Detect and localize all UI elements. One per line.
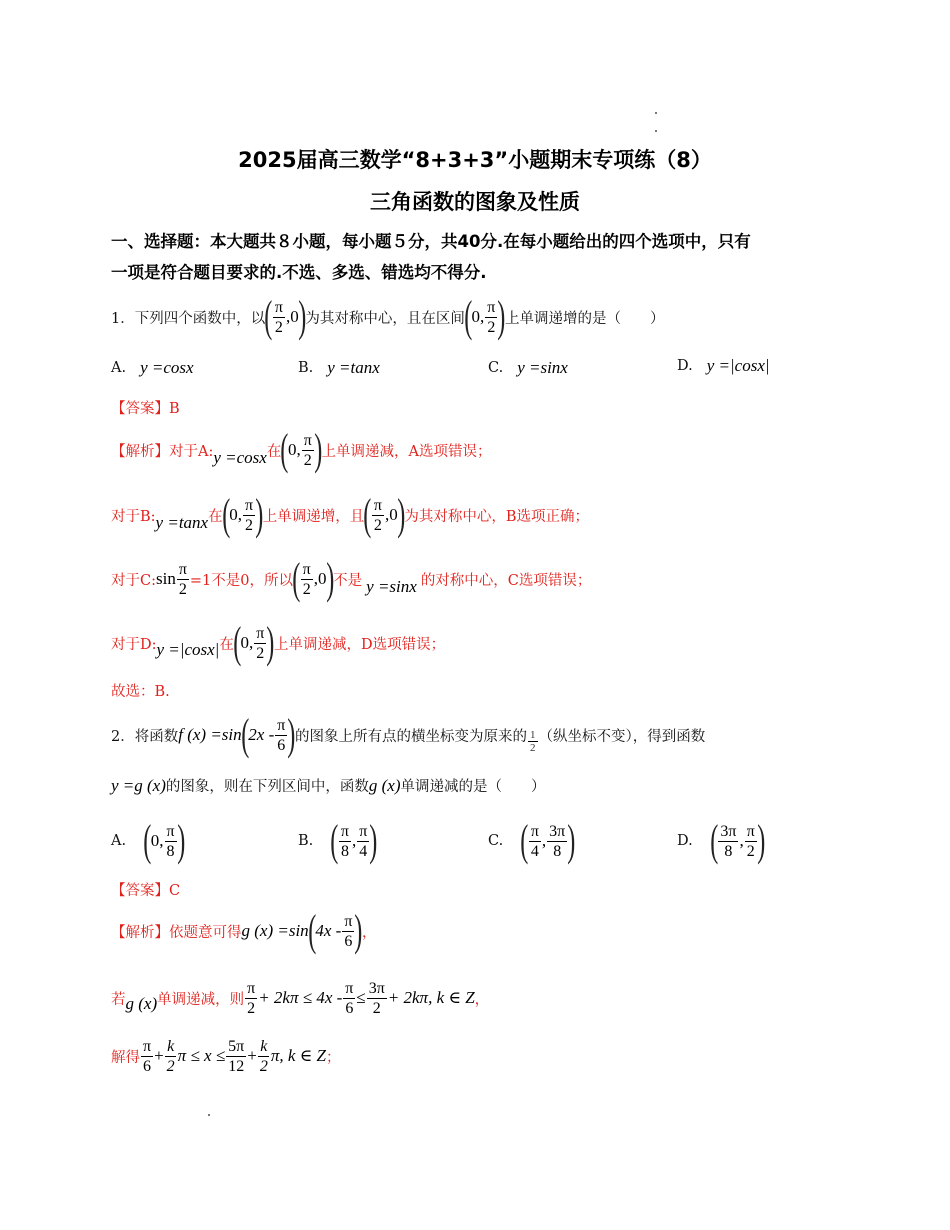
left-paren: ( xyxy=(464,292,473,341)
question-2: 2．将函数 f (x) =sin ( 2x - $\frac{\pi}{6}$ ) 的图象上所有点的横坐标变为原来的 $\frac{1}{2}$ （纵坐标不变），得到函数 xyxy=(111,710,706,759)
left-paren: ( xyxy=(292,554,301,603)
q1-analysis-d: 对于D: y =|cosx| 在 ( 0, $\frac{\pi}{2}$ ) 上单调递减，D选项错误； xyxy=(111,618,446,667)
q2-option-b: B. ( $\frac{\pi}{8}$ , $\frac{\pi}{4}$ ) xyxy=(298,816,378,865)
left-paren: ( xyxy=(264,292,273,341)
fraction: $\frac{5\pi}{12}$ xyxy=(228,1037,245,1075)
fraction: $\frac{\pi}{6}$ xyxy=(143,1037,152,1075)
fraction: $\frac{1}{2}$ xyxy=(530,728,536,754)
q2-option-c: C. ( $\frac{\pi}{4}$ , $\frac{3\pi}{8}$ ) xyxy=(488,816,576,865)
scan-speck xyxy=(655,130,657,132)
q2-answer: 【答案】C xyxy=(111,883,181,899)
right-paren: ) xyxy=(497,292,506,341)
fraction: $\frac{\pi}{2}$ xyxy=(274,298,283,336)
fraction: $\frac{\pi}{2}$ xyxy=(303,431,312,469)
math: 0, xyxy=(471,307,485,326)
fraction: $\frac{\pi}{8}$ xyxy=(340,822,349,860)
q1-suffix: 上单调递增的是（ ） xyxy=(505,310,665,327)
right-paren: ) xyxy=(298,292,307,341)
left-paren: ( xyxy=(233,618,242,667)
fraction: $\frac{\pi}{2}$ xyxy=(256,624,265,662)
right-paren: ) xyxy=(266,618,275,667)
fraction: $\frac{\pi}{2}$ xyxy=(245,496,254,534)
q1-analysis-b: 对于B: y =tanx 在 ( 0, $\frac{\pi}{2}$ ) 上单调递增，且 ( $\frac{\pi}{2}$ ,0 ) 为其对称中心，B选项正确； xyxy=(111,490,590,539)
scan-speck xyxy=(655,112,657,114)
question-2-line2: y =g (x) 的图象，则在下列区间中，函数 g (x) 单调递减的是（ ） xyxy=(111,775,546,795)
q1-conclusion: 故选：B. xyxy=(111,684,170,700)
fraction: $\frac{\pi}{2}$ xyxy=(373,496,382,534)
fraction: $\frac{\pi}{2}$ xyxy=(302,560,311,598)
page-title: 2025届高三数学“8+3+3”小题期末专项练（8） xyxy=(238,148,712,172)
right-paren: ) xyxy=(287,710,296,759)
fraction: $\frac{\pi}{2}$ xyxy=(178,560,187,598)
fraction: $\frac{3\pi}{2}$ xyxy=(368,979,385,1017)
fraction: $\frac{\pi}{6}$ xyxy=(344,912,353,950)
q2-analysis-c: 解得 $\frac{\pi}{6}$ + $\frac{k}{2}$ π ≤ x ≤ $\frac{5\pi}{12}$ + $\frac{k}{2}$ π, k ∈ Z ； xyxy=(111,1037,341,1075)
question-1 xyxy=(111,294,665,340)
fraction: $\frac{3\pi}{8}$ xyxy=(720,822,737,860)
fraction: $\frac{k}{2}$ xyxy=(259,1037,268,1075)
right-paren: ) xyxy=(314,425,323,474)
fraction: $\frac{k}{2}$ xyxy=(166,1037,175,1075)
q2-option-d: D. ( $\frac{3\pi}{8}$ , $\frac{\pi}{2}$ ) xyxy=(677,816,766,865)
section-heading-line1: 一、选择题：本大题共８小题，每小题５分，共40分.在每小题给出的四个选项中，只有 xyxy=(111,232,751,251)
right-paren: ) xyxy=(397,490,406,539)
math: ,0 xyxy=(285,307,299,326)
scan-speck xyxy=(208,1114,210,1116)
fraction: $\frac{\pi}{6}$ xyxy=(345,979,354,1017)
fraction: $\frac{3\pi}{8}$ xyxy=(549,822,566,860)
left-paren: ( xyxy=(280,425,289,474)
fraction: $\frac{\pi}{2}$ xyxy=(487,298,496,336)
fraction: $\frac{\pi}{2}$ xyxy=(247,979,256,1017)
q1-option-a: A. y =cosx xyxy=(111,358,194,377)
q1-answer: 【答案】B xyxy=(111,401,180,417)
fraction: $\frac{\pi}{4}$ xyxy=(359,822,368,860)
section-heading-line2: 一项是符合题目要求的.不选、多选、错选均不得分. xyxy=(111,263,487,282)
right-paren: ) xyxy=(255,490,264,539)
fraction: $\frac{\pi}{6}$ xyxy=(277,716,286,754)
q2-analysis-b: 若 g (x) 单调递减，则 $\frac{\pi}{2}$ + 2kπ ≤ 4x - $\frac{\pi}{6}$ ≤ $\frac{3\pi}{2}$ + 2kπ, k ∈ Z ， xyxy=(111,979,490,1017)
page-subtitle: 三角函数的图象及性质 xyxy=(370,190,580,214)
fraction: $\frac{\pi}{4}$ xyxy=(530,822,539,860)
right-paren: ) xyxy=(325,554,334,603)
q1-analysis-a: 【解析】对于A: y =cosx 在 ( 0, $\frac{\pi}{2}$ ) 上单调递减，A选项错误； xyxy=(111,425,492,474)
fraction: $\frac{\pi}{8}$ xyxy=(166,822,175,860)
q2-analysis-a: 【解析】依题意可得 g (x) =sin ( 4x - $\frac{\pi}{6}$ ) ， xyxy=(111,906,377,955)
q1-option-d: D. y =|cosx| xyxy=(677,356,770,375)
q1-prefix: 1．下列四个函数中，以 xyxy=(111,310,266,327)
q1-mid: 为其对称中心，且在区间 xyxy=(305,310,465,327)
q1-option-c: C. y =sinx xyxy=(488,358,568,377)
q1-option-b: B. y =tanx xyxy=(298,358,380,377)
left-paren: ( xyxy=(240,710,249,759)
left-paren: ( xyxy=(363,490,372,539)
fraction: $\frac{\pi}{2}$ xyxy=(746,822,755,860)
left-paren: ( xyxy=(221,490,230,539)
q1-analysis-c: 对于C: sin $\frac{\pi}{2}$ =1不是0，所以 ( $\frac{\pi}{2}$ ,0 ) 不是 y =sinx 的对称中心，C选项错误； xyxy=(111,554,592,603)
q2-option-a: A. ( 0, $\frac{\pi}{8}$ ) xyxy=(111,816,185,865)
